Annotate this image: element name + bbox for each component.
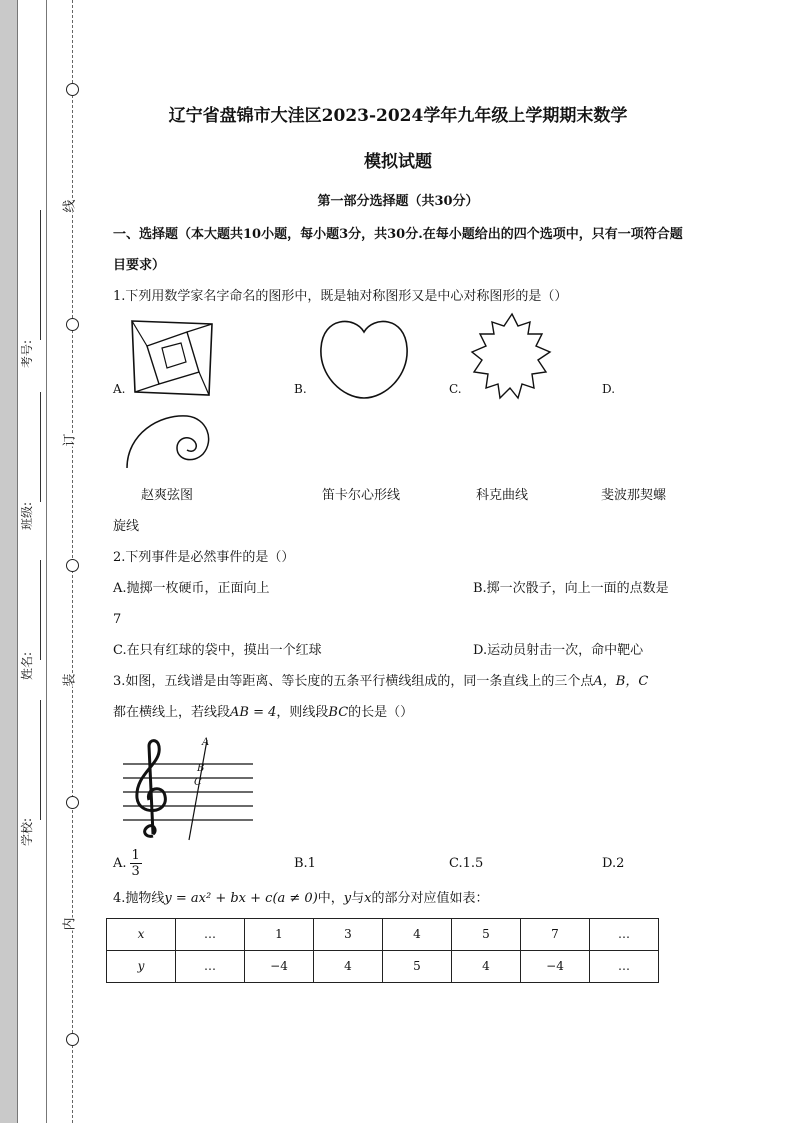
table-cell: 5: [383, 951, 452, 983]
q4-stem-d: 的部分对应值如表：: [371, 891, 489, 906]
binding-hole: [66, 83, 79, 96]
exam-number-label: 考号:: [20, 339, 34, 368]
q2-option-a: A.抛掷一枚硬币，正面向上: [113, 581, 270, 596]
q1-option-b-letter: B.: [294, 382, 307, 396]
q1-figure-names: [113, 480, 683, 511]
q1-option-d-letter: D.: [602, 382, 616, 396]
q4-stem-a: 4.抛物线: [113, 891, 165, 906]
koch-snowflake-icon: [470, 312, 554, 402]
q1-option-c-letter: C.: [449, 382, 462, 396]
binding-hole: [66, 1033, 79, 1046]
table-cell: 5: [452, 919, 521, 951]
cardioid-icon: [317, 314, 411, 400]
q4-stem-y: y: [343, 891, 352, 906]
q4-stem-formula: y = ax² + bx + c(a ≠ 0): [164, 891, 318, 906]
q1-name-b: 笛卡尔心形线: [322, 488, 401, 503]
q3-stem-text: 3.如图，五线谱是由等距离、等长度的五条平行横线组成的，同一条直线上的三个点: [113, 674, 594, 689]
table-cell: 4: [383, 919, 452, 951]
q1-name-c: 科克曲线: [476, 488, 529, 503]
q3-option-d: D.2: [602, 856, 625, 871]
fibonacci-spiral-icon: [123, 410, 213, 470]
page-title: 辽宁省盘锦市大洼区2023-2024学年九年级上学期期末数学: [168, 106, 628, 126]
exam-content: [113, 96, 683, 983]
q3-stem-bc: BC: [328, 705, 349, 720]
part1-heading: 一、选择题（本大题共10小题，每小题3分，共30分.在每小题给出的四个选项中，只有一项符合题目要求）: [113, 227, 683, 273]
q1-stem: 1.下列用数学家名字命名的图形中，既是轴对称图形又是中心对称图形的是（）: [113, 289, 568, 304]
q3-option-a: [113, 848, 294, 879]
table-row-header: x: [107, 919, 176, 951]
q1-figure-d-row: [113, 412, 683, 478]
table-cell: 1: [245, 919, 314, 951]
zhao-shuang-chord-diagram-icon: [129, 318, 215, 398]
binding-char-zhuang: 装: [62, 673, 78, 687]
q3-stem-text-c: 的长是（）: [348, 705, 414, 720]
q4-stem-c: 与: [351, 891, 365, 906]
q3-options: [113, 848, 683, 879]
q3-stem-line1: [113, 666, 683, 697]
q1-option-a-letter: A.: [113, 382, 126, 396]
q3-stem-text-b: ，则线段: [276, 705, 329, 720]
q3-fraction-denominator: 3: [131, 864, 140, 879]
name-label: 姓名:: [20, 651, 34, 680]
q2-option-d: D.运动员射击一次，命中靶心: [473, 643, 644, 658]
q1-name-d-wrap: 旋线: [113, 519, 140, 534]
q4-stem-x: x: [364, 891, 372, 906]
q2-option-b-wrap: 7: [113, 612, 122, 627]
table-cell: …: [176, 951, 245, 983]
page-subtitle: 模拟试题: [364, 152, 432, 172]
exam-number-line[interactable]: [40, 210, 41, 340]
table-row: [107, 919, 659, 951]
q3-figure-row: [113, 728, 683, 846]
q4-stem: [113, 883, 683, 914]
section-title: 第一部分选择题（共30分）: [317, 194, 479, 209]
class-label: 班级:: [20, 501, 34, 530]
q1-name-a: 赵爽弦图: [141, 488, 194, 503]
binding-char-ding: 订: [62, 433, 78, 447]
q3-stem-points: A，B，C: [593, 674, 649, 689]
q2-option-b: B.掷一次骰子，向上一面的点数是: [473, 581, 669, 596]
q1-figures: [113, 312, 683, 412]
table-cell: 4: [452, 951, 521, 983]
q3-option-b: B.1: [294, 856, 316, 871]
q2-options-row2: [113, 635, 683, 666]
binding-hole: [66, 318, 79, 331]
q2-option-c: C.在只有红球的袋中，摸出一个红球: [113, 643, 322, 658]
q3-stem-ab: AB = 4: [230, 705, 277, 720]
table-cell: …: [176, 919, 245, 951]
table-cell: −4: [245, 951, 314, 983]
q1-name-d: 斐波那契螺: [601, 488, 667, 503]
binding-hole: [66, 796, 79, 809]
q2-stem: 2.下列事件是必然事件的是（）: [113, 550, 295, 565]
class-line[interactable]: [40, 392, 41, 502]
school-line[interactable]: [40, 700, 41, 820]
table-cell: 7: [521, 919, 590, 951]
music-staff-figure: [119, 736, 255, 842]
binding-char-nei: 内: [62, 917, 78, 931]
table-cell: 3: [314, 919, 383, 951]
name-line[interactable]: [40, 560, 41, 660]
q4-stem-b: 中，: [317, 891, 344, 906]
school-label: 学校:: [20, 817, 34, 846]
binding-char-xian: 线: [62, 199, 78, 213]
q3-stem-text-a: 都在横线上，若线段: [113, 705, 231, 720]
binding-strip-inner: [17, 0, 47, 1123]
q2-options-row1: [113, 573, 683, 604]
q4-value-table: [106, 918, 659, 983]
q3-option-a-fraction: [130, 848, 142, 879]
table-cell: …: [590, 951, 659, 983]
table-row-header: y: [107, 951, 176, 983]
q3-point-b-label: B: [197, 763, 205, 774]
table-cell: …: [590, 919, 659, 951]
q3-point-a-label: A: [202, 737, 210, 748]
q3-option-a-letter: A.: [113, 856, 127, 871]
binding-hole: [66, 559, 79, 572]
q3-fraction-numerator: 1: [131, 848, 140, 863]
q3-option-c: C.1.5: [449, 856, 484, 871]
table-cell: −4: [521, 951, 590, 983]
table-cell: 4: [314, 951, 383, 983]
table-row: [107, 951, 659, 983]
q3-point-c-label: C: [194, 777, 202, 788]
q3-stem-line2: [113, 697, 683, 728]
